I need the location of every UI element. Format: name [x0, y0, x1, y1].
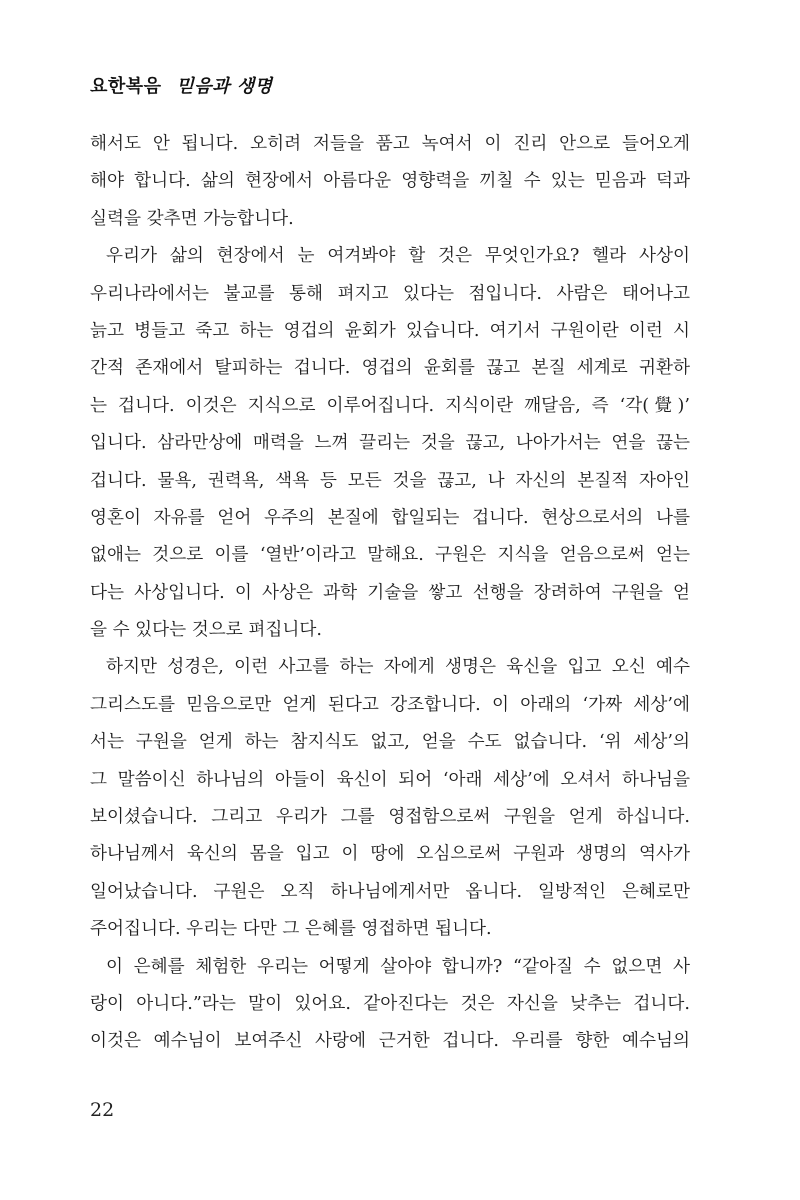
text-line: 그리스도를 믿음으로만 얻게 된다고 강조합니다. 이 아래의 ‘가짜 세상’에 [90, 694, 690, 715]
text-line: 이것은 예수님이 보여주신 사랑에 근거한 겁니다. 우리를 향한 예수님의 [90, 1031, 690, 1052]
text-line: 랑이 아니다.”라는 말이 있어요. 같아진다는 것은 자신을 낮추는 겁니다. [90, 993, 690, 1014]
running-header [90, 72, 273, 98]
text-line: 해야 합니다. 삶의 현장에서 아름다운 영향력을 끼칠 수 있는 믿음과 덕과 [90, 171, 690, 192]
text-line: 하지만 성경은, 이런 사고를 하는 자에게 생명은 육신을 입고 오신 예수 [106, 657, 690, 678]
text-line: 영혼이 자유를 얻어 우주의 본질에 합일되는 겁니다. 현상으로서의 나를 [90, 507, 690, 528]
text-line: 우리나라에서는 불교를 통해 펴지고 있다는 점입니다. 사람은 태어나고 [90, 283, 690, 304]
text-line: 해서도 안 됩니다. 오히려 저들을 품고 녹여서 이 진리 안으로 들어오게 [90, 134, 690, 154]
text-line: 서는 구원을 얻게 하는 참지식도 없고, 얻을 수도 없습니다. ‘위 세상’의 [90, 732, 690, 753]
text-line: 입니다. 삼라만상에 매력을 느껴 끌리는 것을 끊고, 나아가서는 연을 끊는 [90, 433, 690, 454]
text-line: 이 은혜를 체험한 우리는 어떻게 살아야 합니까? “같아질 수 없으면 사 [106, 956, 690, 977]
text-line: 늙고 병들고 죽고 하는 영겁의 윤회가 있습니다. 여기서 구원이란 이런 시 [90, 320, 690, 341]
text-line: 없애는 것으로 이를 ‘열반’이라고 말해요. 구원은 지식을 얻음으로써 얻는 [90, 545, 690, 566]
text-line: 는 겁니다. 이것은 지식으로 이루어집니다. 지식이란 깨달음, 즉 ‘각(覺)’ [90, 395, 690, 416]
text-line: 우리가 삶의 현장에서 눈 여겨봐야 할 것은 무엇인가요? 헬라 사상이 [106, 246, 690, 267]
text-line: 을 수 있다는 것으로 펴집니다. [90, 620, 322, 641]
text-line: 하나님께서 육신의 몸을 입고 이 땅에 오심으로써 구원과 생명의 역사가 [90, 844, 690, 865]
text-line: 간적 존재에서 탈피하는 겁니다. 영겁의 윤회를 끊고 본질 세계로 귀환하 [90, 358, 690, 379]
text-line: 보이셨습니다. 그리고 우리가 그를 영접함으로써 구원을 얻게 하십니다. [90, 807, 690, 828]
body-text [90, 126, 690, 1061]
text-line: 일어났습니다. 구원은 오직 하나님에게서만 옵니다. 일방적인 은혜로만 [90, 881, 690, 902]
text-line: 주어집니다. 우리는 다만 그 은혜를 영접하면 됩니다. [90, 919, 492, 940]
text-line: 겁니다. 물욕, 권력욕, 색욕 등 모든 것을 끊고, 나 자신의 본질적 자아인 [90, 470, 690, 491]
text-line: 다는 사상입니다. 이 사상은 과학 기술을 쌓고 선행을 장려하여 구원을 얻 [90, 582, 690, 603]
header-subtitle: 믿음과 생명 [176, 76, 273, 97]
header-title: 요한복음 [90, 76, 162, 97]
text-line: 그 말씀이신 하나님의 아들이 육신이 되어 ‘아래 세상’에 오셔서 하나님을 [90, 769, 690, 790]
page-number: 22 [90, 1099, 115, 1121]
text-line: 실력을 갖추면 가능합니다. [90, 208, 294, 229]
